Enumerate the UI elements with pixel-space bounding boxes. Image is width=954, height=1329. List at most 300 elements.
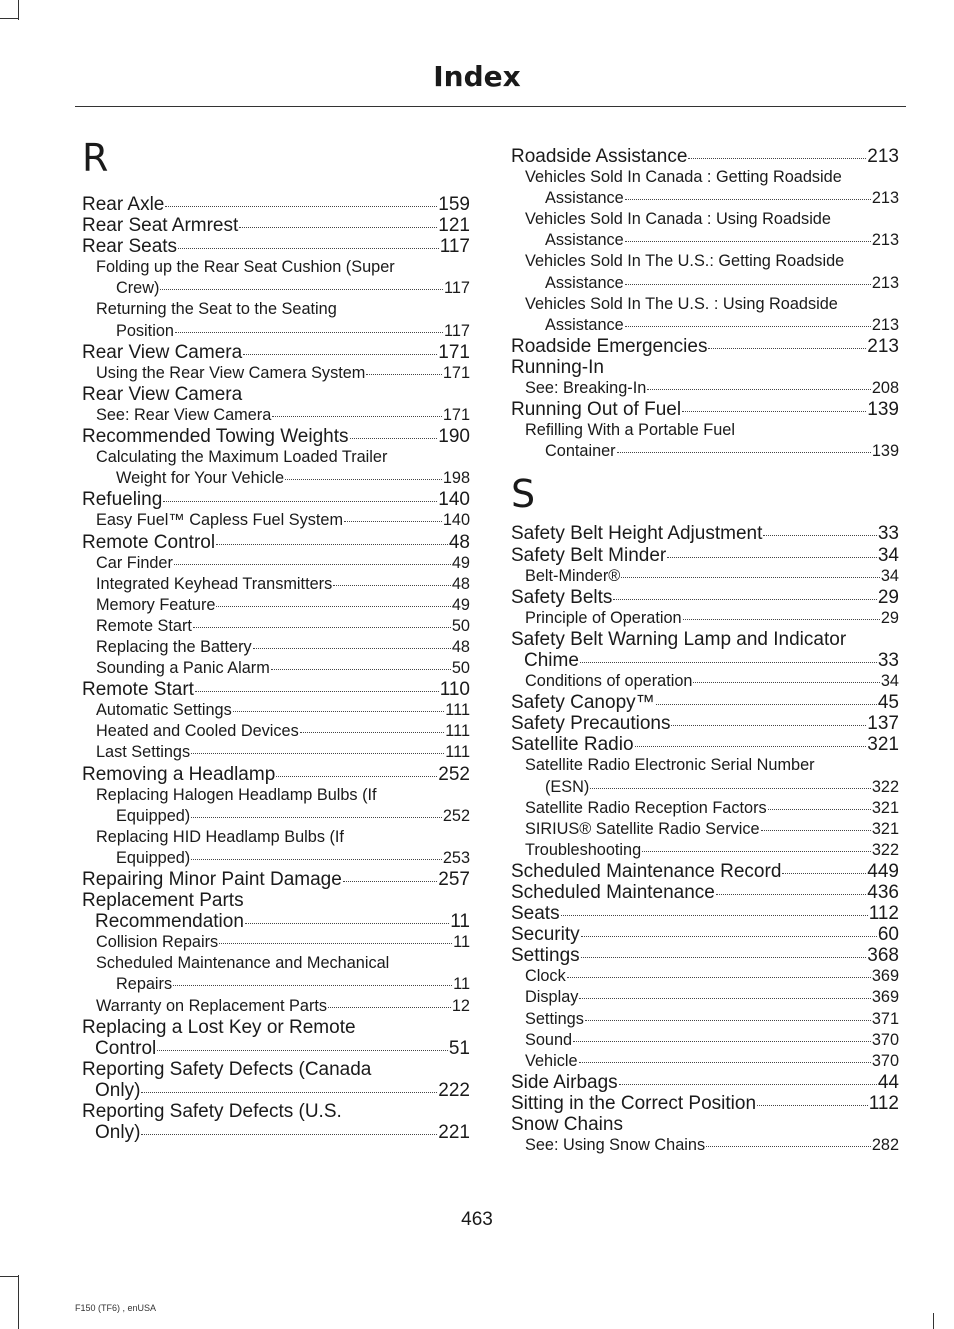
index-entry: [511, 545, 899, 566]
entry-page-number: 370: [871, 1030, 899, 1049]
dot-leader: [656, 704, 877, 705]
entry-page-number: 213: [871, 273, 899, 292]
entry-label: Sitting in the Correct Position: [511, 1092, 757, 1114]
index-entry: [511, 903, 899, 924]
dot-leader: [366, 374, 441, 375]
entry-label: (ESN): [545, 777, 590, 796]
dot-leader: [276, 776, 437, 777]
entry-page-number: 190: [438, 426, 470, 448]
entry-page-number: 112: [868, 903, 899, 925]
entry-label: Weight for Your Vehicle: [116, 469, 285, 488]
index-entry: [511, 798, 899, 819]
dot-leader: [619, 1084, 877, 1085]
index-entry: [82, 658, 470, 679]
index-entry: [82, 890, 470, 932]
entry-label: Using the Rear View Camera System: [96, 363, 366, 382]
entry-label: Snow Chains: [511, 1114, 623, 1136]
dot-leader: [757, 1105, 868, 1106]
dot-leader: [216, 606, 450, 607]
entry-label: Only): [95, 1079, 141, 1101]
dot-leader: [625, 326, 871, 327]
index-entry: [82, 384, 470, 405]
index-column-right: [511, 146, 899, 1156]
entry-label: Settings: [511, 945, 580, 967]
entry-label: Memory Feature: [96, 595, 216, 614]
dot-leader: [253, 648, 451, 649]
entry-label: Easy Fuel™ Capless Fuel System: [96, 511, 344, 530]
index-entry: [511, 357, 899, 378]
index-entry: [82, 1059, 470, 1101]
dot-leader: [585, 1020, 871, 1021]
dot-leader: [573, 1041, 871, 1042]
dot-leader: [141, 1134, 437, 1135]
dot-leader: [174, 564, 451, 565]
entry-label: Rear View Camera: [82, 341, 243, 363]
index-entry: [511, 924, 899, 945]
dot-leader: [682, 411, 866, 412]
index-entry: [82, 257, 470, 299]
entry-page-number: 111: [445, 701, 470, 720]
entry-page-number: 51: [448, 1037, 470, 1059]
index-entry: [511, 1135, 899, 1156]
dot-leader: [243, 354, 437, 355]
index-entry: [511, 692, 899, 713]
entry-page-number: 60: [877, 924, 899, 946]
dot-leader: [763, 535, 876, 536]
index-entry: [82, 363, 470, 384]
index-entry: [511, 420, 899, 462]
entry-page-number: 140: [438, 489, 470, 511]
index-entry: [82, 932, 470, 953]
entry-page-number: 48: [451, 574, 470, 593]
entry-label: Safety Belt Minder: [511, 544, 667, 566]
index-entry: [511, 861, 899, 882]
dot-leader: [350, 438, 438, 439]
dot-leader: [561, 915, 868, 916]
entry-page-number: 117: [444, 279, 470, 298]
index-entry: [82, 764, 470, 785]
entry-page-number: 208: [871, 379, 899, 398]
dot-leader: [175, 332, 443, 333]
dot-leader: [671, 725, 866, 726]
entry-label: Remote Start: [96, 616, 192, 635]
index-entry: [511, 566, 899, 587]
entry-label: Reporting Safety Defects (U.S.: [82, 1101, 342, 1123]
dot-leader: [245, 923, 449, 924]
index-entry: [82, 637, 470, 658]
entry-label: Replacing Halogen Headlamp Bulbs (If: [96, 785, 377, 804]
index-entry: [511, 1030, 899, 1051]
section-letter: S: [511, 472, 536, 517]
entry-label: Folding up the Rear Seat Cushion (Super: [96, 258, 395, 277]
header-rule: [75, 106, 906, 107]
dot-leader: [768, 809, 871, 810]
index-entry: [511, 629, 899, 671]
entry-page-number: 257: [438, 869, 470, 890]
entry-page-number: 370: [871, 1051, 899, 1070]
index-entry: [82, 1017, 470, 1059]
entry-label: Recommended Towing Weights: [82, 426, 349, 448]
entry-page-number: 321: [867, 734, 899, 756]
entry-page-number: 49: [451, 553, 470, 572]
dot-leader: [706, 1146, 871, 1147]
entry-page-number: 137: [867, 713, 899, 735]
entry-label: Satellite Radio Electronic Serial Number: [525, 756, 815, 775]
entry-label: Refilling With a Portable Fuel: [525, 421, 735, 440]
index-entry: [82, 489, 470, 510]
entry-page-number: 48: [451, 637, 470, 656]
entry-label: Chime: [524, 649, 579, 671]
dot-leader: [344, 521, 442, 522]
index-entry: [82, 574, 470, 595]
index-entry: [82, 447, 470, 489]
entry-label: Safety Belts: [511, 586, 613, 608]
index-entry: [82, 405, 470, 426]
index-entry: [82, 700, 470, 721]
entry-page-number: 11: [453, 975, 470, 994]
entry-page-number: 11: [453, 933, 470, 952]
entry-label: Roadside Assistance: [511, 146, 688, 167]
entry-label: Rear View Camera: [82, 383, 243, 405]
index-entry: [511, 587, 899, 608]
entry-page-number: 50: [451, 659, 470, 678]
entry-label: Side Airbags: [511, 1071, 618, 1093]
entry-page-number: 436: [867, 882, 899, 903]
entry-label: Safety Precautions: [511, 713, 671, 735]
entry-page-number: 213: [871, 189, 899, 208]
index-column-left: [82, 136, 470, 1143]
dot-leader: [635, 746, 867, 747]
index-entry: [82, 996, 470, 1017]
entry-label: Principle of Operation: [525, 608, 682, 627]
entry-label: Rear Seats: [82, 236, 178, 258]
entry-page-number: 33: [877, 523, 899, 545]
index-entry: [82, 742, 470, 763]
dot-leader: [647, 389, 871, 390]
entry-label: Replacing the Battery: [96, 637, 252, 656]
entry-label: Crew): [116, 279, 160, 298]
entry-page-number: 213: [867, 335, 899, 357]
entry-label: Calculating the Maximum Loaded Trailer: [96, 448, 388, 467]
entry-label: Rear Seat Armrest: [82, 215, 239, 237]
entry-page-number: 221: [438, 1122, 470, 1144]
entry-label: See: Breaking-In: [525, 379, 647, 398]
entry-page-number: 34: [880, 566, 899, 585]
dot-leader: [581, 957, 867, 958]
entry-page-number: 371: [871, 1009, 899, 1028]
index-entry: [511, 378, 899, 399]
index-entry: [511, 734, 899, 755]
index-entry: [511, 294, 899, 336]
dot-leader: [141, 1092, 437, 1093]
index-entry: [511, 1009, 899, 1030]
entry-label: Reporting Safety Defects (Canada: [82, 1058, 372, 1080]
entry-page-number: 322: [871, 840, 899, 859]
entry-page-number: 322: [871, 777, 899, 796]
dot-leader: [178, 248, 439, 249]
dot-leader: [193, 627, 451, 628]
entry-page-number: 282: [871, 1136, 899, 1155]
dot-leader: [621, 577, 880, 578]
entry-page-number: 117: [444, 321, 470, 340]
entry-label: Last Settings: [96, 743, 191, 762]
index-entry: [82, 616, 470, 637]
entry-page-number: 368: [867, 945, 899, 967]
dot-leader: [782, 873, 866, 874]
crop-mark: [18, 0, 19, 20]
entry-page-number: 171: [442, 363, 470, 382]
dot-leader: [580, 662, 877, 663]
entry-label: Assistance: [545, 231, 624, 250]
dot-leader: [625, 284, 871, 285]
entry-page-number: 139: [867, 399, 899, 421]
dot-leader: [590, 788, 871, 789]
entry-label: Safety Canopy™: [511, 692, 655, 714]
index-entry: [511, 819, 899, 840]
dot-leader: [191, 817, 442, 818]
index-entry: [82, 679, 470, 700]
entry-page-number: 34: [880, 672, 899, 691]
entry-label: Heated and Cooled Devices: [96, 722, 299, 741]
entry-page-number: 111: [445, 722, 470, 741]
entry-page-number: 213: [871, 231, 899, 250]
entry-page-number: 34: [877, 544, 899, 566]
entry-label: See: Using Snow Chains: [525, 1136, 706, 1155]
entry-page-number: 11: [450, 911, 470, 933]
index-entry: [82, 236, 470, 257]
index-entry: [511, 399, 899, 420]
dot-leader: [160, 289, 443, 290]
index-entry: [511, 882, 899, 903]
entry-page-number: 171: [438, 341, 470, 363]
dot-leader: [343, 881, 438, 882]
entry-page-number: 198: [442, 469, 470, 488]
dot-leader: [688, 158, 866, 159]
entry-label: Removing a Headlamp: [82, 763, 276, 785]
entry-label: Assistance: [545, 189, 624, 208]
dot-leader: [617, 452, 871, 453]
entry-label: Vehicles Sold In The U.S.: Getting Roadside: [525, 252, 845, 271]
entry-label: Scheduled Maintenance and Mechanical: [96, 954, 390, 973]
index-entry: [82, 827, 470, 869]
index-entry: [511, 209, 899, 251]
entry-label: Recommendation: [95, 911, 244, 933]
dot-leader: [693, 682, 879, 683]
index-entry: [511, 251, 899, 293]
index-entry: [511, 1093, 899, 1114]
dot-leader: [667, 557, 877, 558]
crop-mark: [18, 1275, 19, 1329]
entry-page-number: 112: [868, 1092, 899, 1114]
dot-leader: [233, 711, 445, 712]
entry-label: Vehicles Sold In Canada : Getting Roadside: [525, 168, 842, 187]
index-entry: [511, 713, 899, 734]
entry-label: Only): [95, 1122, 141, 1144]
entry-page-number: 48: [448, 531, 470, 553]
index-entry: [82, 426, 470, 447]
entry-label: Control: [95, 1037, 157, 1059]
dot-leader: [333, 585, 451, 586]
dot-leader: [239, 227, 437, 228]
entry-page-number: 111: [445, 743, 470, 762]
entry-label: Automatic Settings: [96, 701, 232, 720]
entry-label: Satellite Radio: [511, 734, 634, 756]
entry-label: Refueling: [82, 489, 163, 511]
entry-list: [511, 523, 899, 1156]
entry-label: Assistance: [545, 315, 624, 334]
entry-page-number: 253: [442, 848, 470, 867]
index-entry: [511, 146, 899, 167]
entry-label: Position: [116, 321, 174, 340]
entry-page-number: 140: [442, 511, 470, 530]
entry-page-number: 252: [438, 763, 470, 785]
entry-label: Replacement Parts: [82, 890, 244, 912]
entry-label: Car Finder: [96, 553, 173, 572]
entry-label: Running-In: [511, 356, 604, 378]
entry-page-number: 213: [867, 146, 899, 167]
crop-mark: [933, 1313, 934, 1329]
entry-label: Vehicle: [525, 1051, 578, 1070]
entry-page-number: 49: [451, 595, 470, 614]
entry-page-number: 33: [877, 649, 899, 671]
dot-leader: [271, 669, 451, 670]
entry-page-number: 50: [451, 616, 470, 635]
index-entry: [82, 194, 470, 215]
entry-label: Warranty on Replacement Parts: [96, 996, 328, 1015]
page-title: Index: [433, 60, 521, 93]
index-entry: [511, 966, 899, 987]
index-entry: [82, 785, 470, 827]
entry-label: Troubleshooting: [525, 840, 642, 859]
index-entry: [82, 595, 470, 616]
entry-label: Remote Control: [82, 531, 216, 553]
entry-label: Equipped): [116, 806, 191, 825]
dot-leader: [272, 416, 442, 417]
index-entry: [82, 953, 470, 995]
entry-label: Safety Belt Height Adjustment: [511, 523, 763, 545]
index-entry: [511, 671, 899, 692]
entry-page-number: 159: [438, 194, 470, 215]
index-entry: [511, 167, 899, 209]
entry-list: [511, 146, 899, 462]
entry-label: Running Out of Fuel: [511, 399, 682, 421]
entry-page-number: 29: [880, 608, 899, 627]
index-entry: [82, 553, 470, 574]
dot-leader: [195, 691, 439, 692]
entry-page-number: 369: [871, 967, 899, 986]
entry-label: Repairs: [116, 975, 173, 994]
entry-label: Sounding a Panic Alarm: [96, 659, 270, 678]
dot-leader: [613, 599, 876, 600]
dot-leader: [579, 1062, 871, 1063]
dot-leader: [285, 479, 442, 480]
index-entry: [511, 336, 899, 357]
index-entry: [82, 299, 470, 341]
entry-label: Security: [511, 924, 580, 946]
index-entry: [511, 755, 899, 797]
entry-label: Safety Belt Warning Lamp and Indicator: [511, 628, 847, 650]
index-entry: [82, 342, 470, 363]
entry-label: Rear Axle: [82, 194, 165, 215]
entry-label: Vehicles Sold In Canada : Using Roadside: [525, 210, 831, 229]
entry-page-number: 139: [871, 442, 899, 461]
entry-label: Repairing Minor Paint Damage: [82, 869, 342, 890]
dot-leader: [581, 936, 877, 937]
entry-label: SIRIUS® Satellite Radio Service: [525, 819, 760, 838]
entry-label: Sound: [525, 1030, 573, 1049]
entry-page-number: 110: [439, 679, 470, 701]
entry-label: Collision Repairs: [96, 933, 219, 952]
entry-label: Remote Start: [82, 679, 194, 701]
entry-label: Satellite Radio Reception Factors: [525, 798, 767, 817]
entry-label: Container: [545, 442, 616, 461]
index-entry: [82, 721, 470, 742]
crop-mark: [0, 1276, 18, 1277]
index-entry: [82, 1101, 470, 1143]
entry-page-number: 12: [451, 996, 470, 1015]
crop-mark: [0, 18, 18, 19]
dot-leader: [579, 998, 870, 999]
entry-page-number: 252: [442, 806, 470, 825]
index-entry: [511, 523, 899, 544]
entry-label: Scheduled Maintenance: [511, 882, 715, 903]
dot-leader: [761, 830, 871, 831]
dot-leader: [625, 241, 871, 242]
entry-label: Seats: [511, 903, 560, 925]
entry-page-number: 45: [877, 692, 899, 714]
dot-leader: [163, 501, 437, 502]
index-entry: [511, 840, 899, 861]
entry-page-number: 171: [442, 405, 470, 424]
dot-leader: [683, 619, 880, 620]
index-entry: [511, 945, 899, 966]
entry-page-number: 222: [438, 1079, 470, 1101]
entry-label: Settings: [525, 1009, 584, 1028]
entry-label: Replacing HID Headlamp Bulbs (If: [96, 827, 344, 846]
index-entry: [511, 1072, 899, 1093]
entry-page-number: 321: [871, 819, 899, 838]
entry-label: Integrated Keyhead Transmitters: [96, 574, 333, 593]
entry-page-number: 321: [871, 798, 899, 817]
dot-leader: [157, 1050, 448, 1051]
document-code: F150 (TF6) , enUSA: [75, 1303, 157, 1313]
entry-label: Returning the Seat to the Seating: [96, 300, 337, 319]
entry-list: [82, 194, 470, 1143]
dot-leader: [219, 943, 452, 944]
entry-label: Vehicles Sold In The U.S. : Using Roadside: [525, 294, 838, 313]
entry-label: Equipped): [116, 848, 191, 867]
index-entry: [82, 532, 470, 553]
entry-label: Clock: [525, 967, 566, 986]
dot-leader: [567, 977, 871, 978]
dot-leader: [716, 894, 866, 895]
entry-label: Replacing a Lost Key or Remote: [82, 1016, 356, 1038]
dot-leader: [300, 732, 445, 733]
index-entry: [511, 608, 899, 629]
entry-page-number: 449: [867, 860, 899, 882]
entry-page-number: 117: [439, 236, 470, 258]
dot-leader: [328, 1007, 451, 1008]
entry-label: Assistance: [545, 273, 624, 292]
dot-leader: [216, 544, 448, 545]
dot-leader: [191, 859, 442, 860]
dot-leader: [642, 851, 871, 852]
entry-page-number: 44: [877, 1071, 899, 1093]
index-entry: [82, 510, 470, 531]
dot-leader: [625, 199, 871, 200]
dot-leader: [173, 985, 452, 986]
entry-label: Display: [525, 988, 579, 1007]
